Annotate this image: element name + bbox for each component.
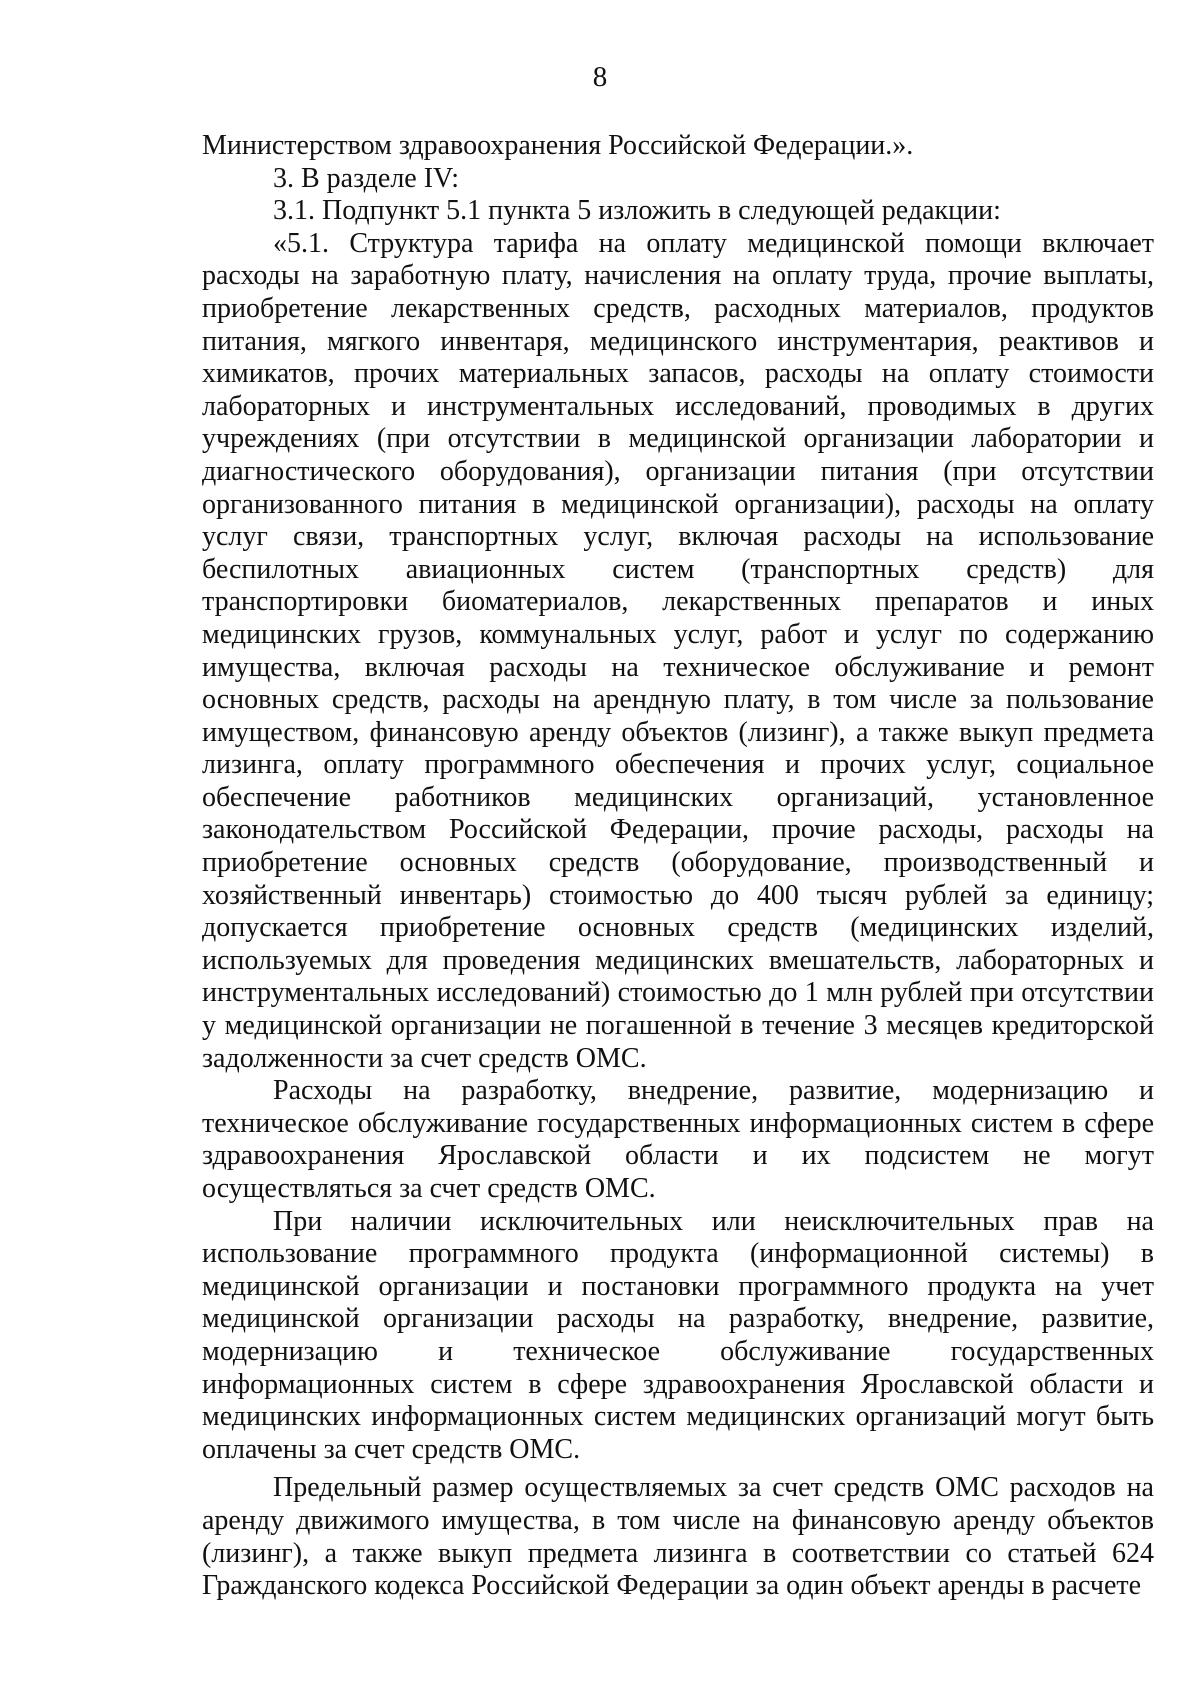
- paragraph-ministry-line: Министерством здравоохранения Российской Федерации.».: [202, 130, 914, 161]
- paragraph-information-systems: Расходы на разработку, внедрение, развитие, модернизацию и техническое обслуживание государственных информационных систем в сфере здравоохранения Ярославской области и их подсистем не могут осуществляться за счет средств ОМС.: [202, 1075, 1154, 1204]
- paragraph-tariff-structure: «5.1. Структура тарифа на оплату медицинской помощи включает расходы на заработную плату, начисления на оплату труда, прочие выплаты, приобретение лекарственных средств, расходных материалов, продуктов питания, мягкого инвентаря, медицинского инструментария, реактивов и химикатов, прочих материальных запасов, расходы на оплату стоимости лабораторных и инструментальных исследований, проводимых в других учреждениях (при отсутствии в медицинской организации лаборатории и диагностического оборудования), организации питания (при отсутствии организованного питания в медицинской организации), расходы на оплату услуг связи, транспортных услуг, включая расходы на использование беспилотных авиационных систем (транспортных средств) для транспортировки биоматериалов, лекарственных препаратов и иных медицинских грузов, коммунальных услуг, работ и услуг по содержанию имущества, включая расходы на техническое обслуживание и ремонт основных средств, расходы на арендную плату, в том числе за пользование имуществом, финансовую аренду объектов (лизинг), а также выкуп предмета лизинга, оплату программного обеспечения и прочих услуг, социальное обеспечение работников медицинских организаций, установленное законодательством Российской Федерации, прочие расходы, расходы на приобретение основных средств (оборудование, производственный и хозяйственный инвентарь) стоимостью до 400 тысяч рублей за единицу; допускается приобретение основных средств (медицинских изделий, используемых для проведения медицинских вмешательств, лабораторных и инструментальных исследований) стоимостью до 1 млн рублей при отсутствии у медицинской организации не погашенной в течение 3 месяцев кредиторской задолженности за счет средств ОМС.: [202, 227, 1154, 1074]
- paragraph-lease-limit: Предельный размер осуществляемых за счет средств ОМС расходов на аренду движимого имущества, в том числе на финансовую аренду объектов (лизинг), а также выкуп предмета лизинга в соответствии со статьей 624 Гражданского кодекса Российской Федерации за один объект аренды в расчете: [202, 1472, 1154, 1602]
- page-number: 8: [592, 61, 608, 93]
- paragraph-subitem-3-1: 3.1. Подпункт 5.1 пункта 5 изложить в следующей редакции:: [273, 195, 1001, 227]
- paragraph-exclusive-rights: При наличии исключительных или неисключительных прав на использование программного продукта (информационной системы) в медицинской организации и постановки программного продукта на учет медицинской организации расходы на разработку, внедрение, развитие, модернизацию и техническое обслуживание государственных информационных систем в сфере здравоохранения Ярославской области и медицинских информационных систем медицинских организаций могут быть оплачены за счет средств ОМС.: [202, 1205, 1154, 1465]
- paragraph-section-iv: 3. В разделе IV:: [273, 162, 459, 194]
- document-body: [202, 130, 1154, 1603]
